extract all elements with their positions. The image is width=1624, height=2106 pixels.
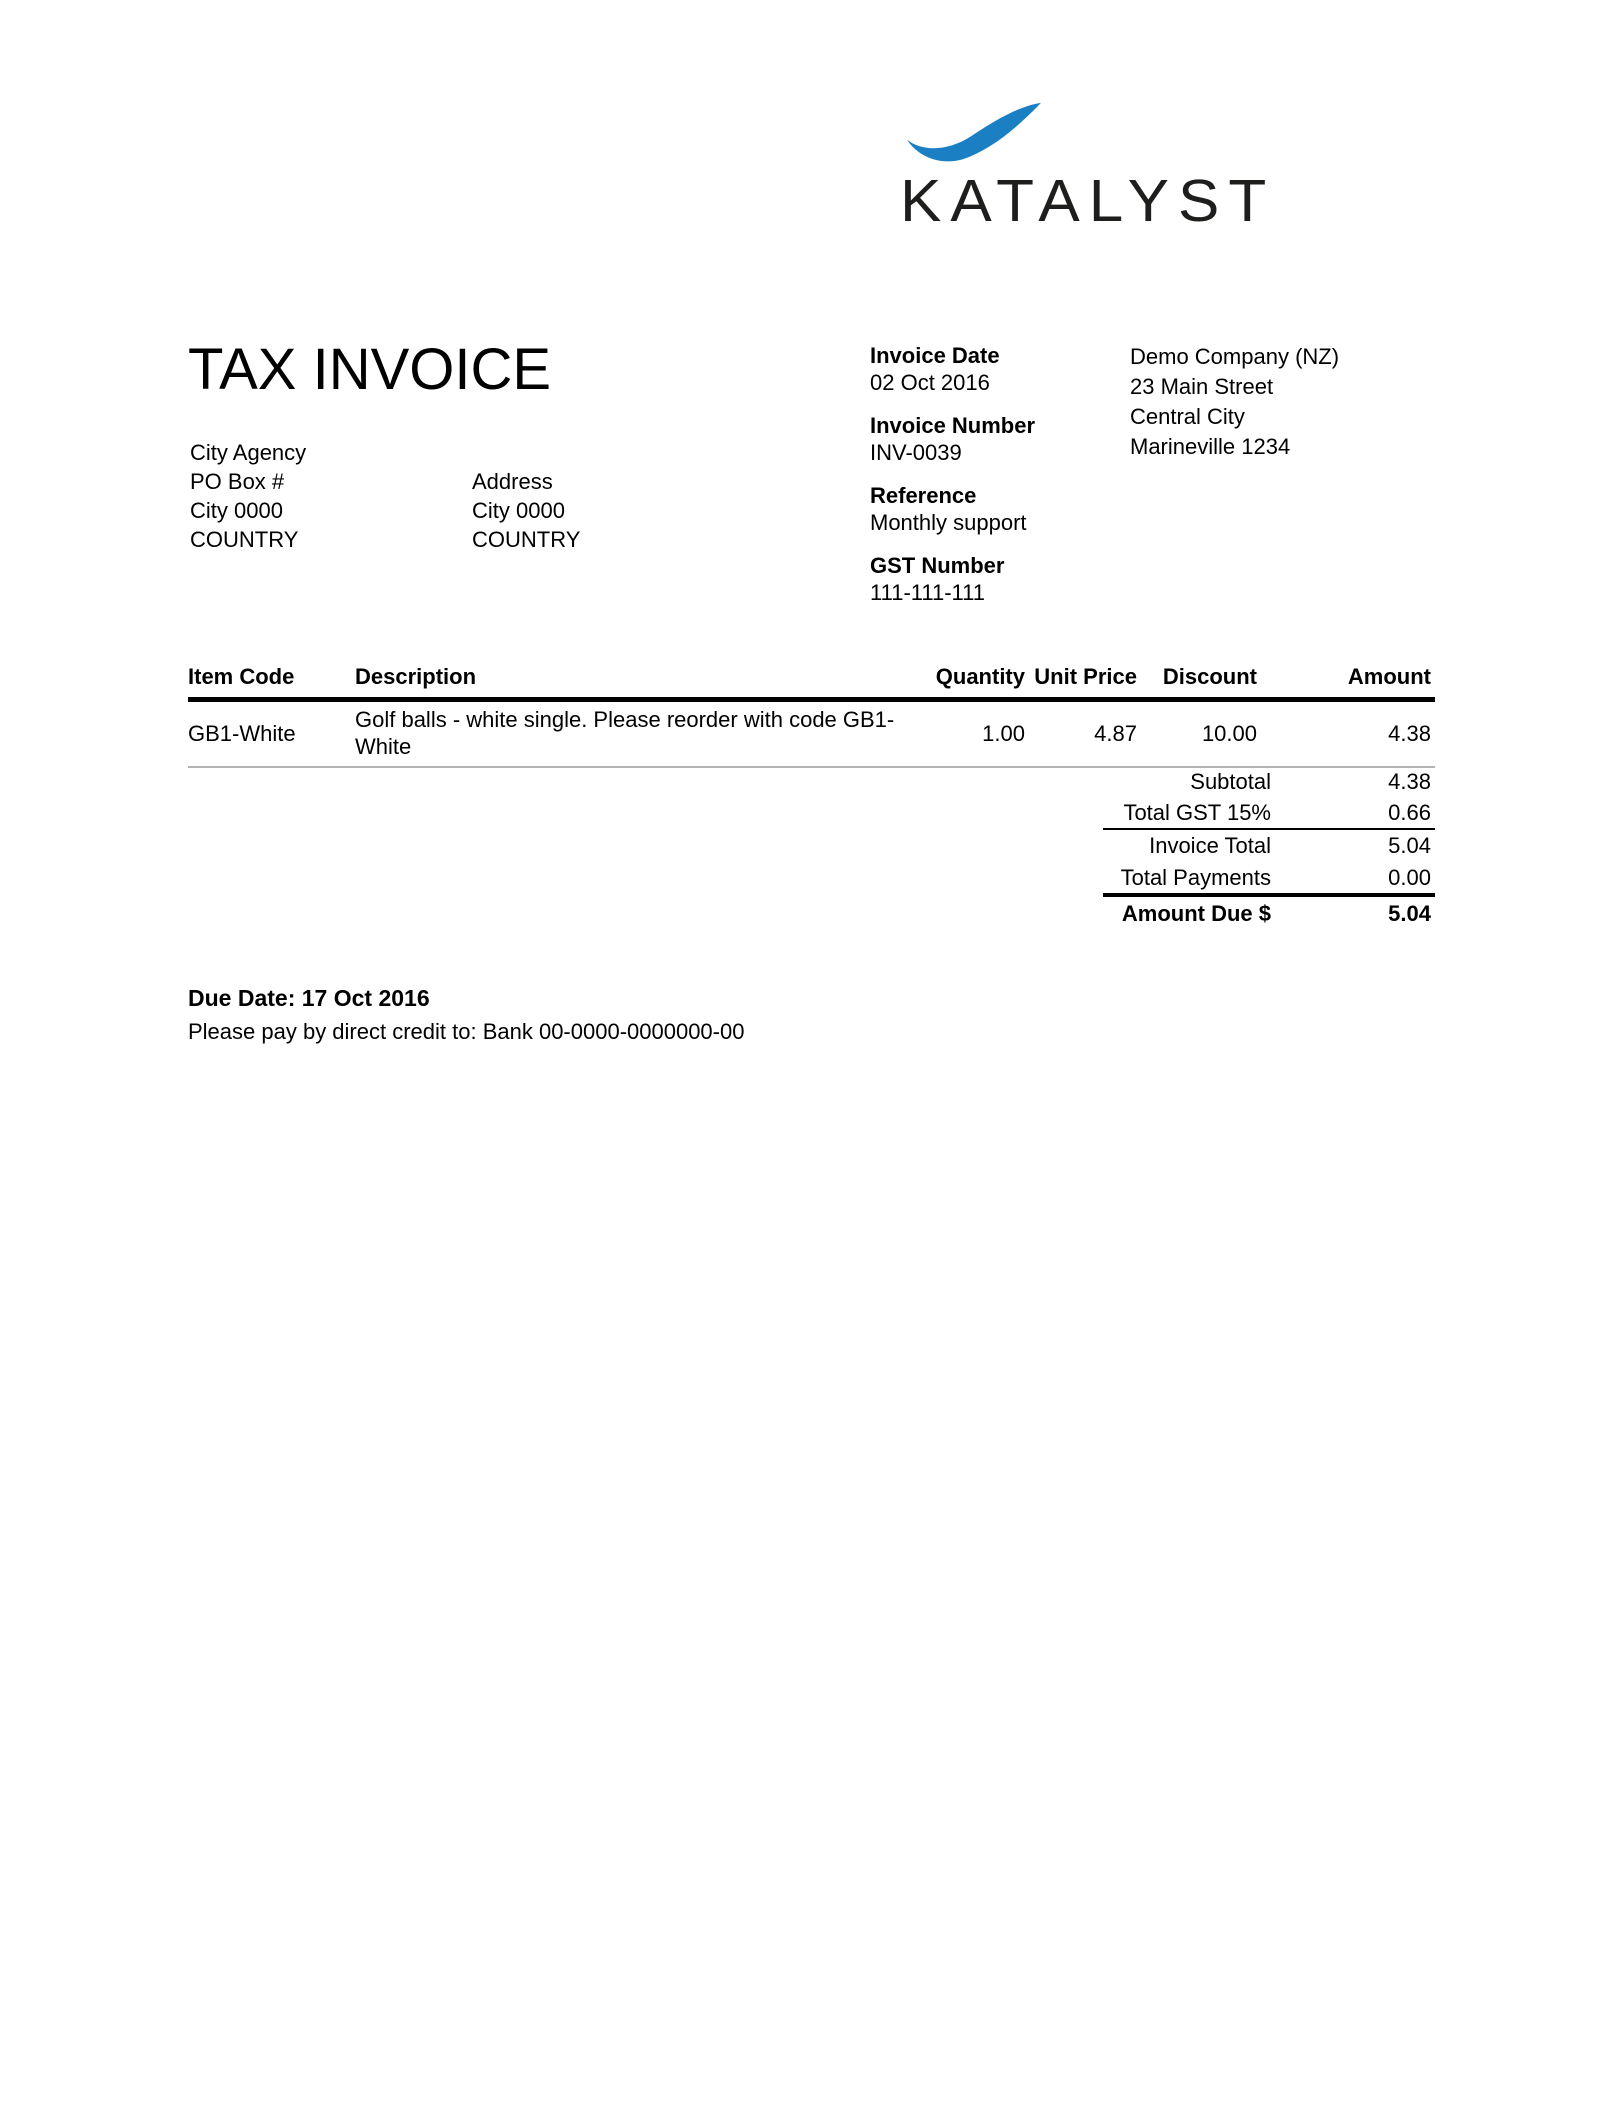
sender2-country: COUNTRY bbox=[472, 527, 581, 552]
reference-label: Reference bbox=[870, 483, 977, 508]
subtotal-value: 4.38 bbox=[1388, 768, 1431, 794]
customer-address-block bbox=[1130, 342, 1450, 462]
invoice-total-value: 5.04 bbox=[1388, 833, 1431, 858]
total-payments-label: Total Payments bbox=[1120, 864, 1271, 890]
invoice-date-value: 02 Oct 2016 bbox=[870, 370, 990, 395]
swoosh-shape bbox=[907, 103, 1041, 162]
sender-name: City Agency bbox=[190, 440, 307, 465]
header-discount: Discount bbox=[1162, 664, 1257, 689]
cell-unit-price: 4.87 bbox=[1094, 720, 1137, 746]
customer-city: Central City bbox=[1130, 404, 1245, 429]
invoice-date-group bbox=[870, 342, 1120, 396]
table-row bbox=[188, 702, 1435, 768]
invoice-date-label: Invoice Date bbox=[870, 343, 1000, 368]
sender-city: City 0000 bbox=[190, 498, 283, 523]
invoice-total-label: Invoice Total bbox=[1149, 833, 1271, 858]
sender2-city: City 0000 bbox=[472, 498, 565, 523]
sender-po-box: PO Box # bbox=[190, 469, 285, 494]
brand-name: KATALYST bbox=[900, 168, 1276, 235]
cell-quantity: 1.00 bbox=[982, 720, 1025, 746]
gst-number-label: GST Number bbox=[870, 553, 1005, 578]
subtotal-label: Subtotal bbox=[1190, 768, 1271, 794]
totals-section bbox=[1103, 766, 1435, 931]
invoice-total-row bbox=[1103, 828, 1435, 862]
table-header-row bbox=[188, 664, 1435, 702]
header-unit-price: Unit Price bbox=[1034, 664, 1137, 689]
header-amount: Amount bbox=[1347, 664, 1431, 689]
header-description: Description bbox=[355, 664, 477, 689]
customer-postal: Marineville 1234 bbox=[1130, 434, 1291, 459]
total-gst-label: Total GST 15% bbox=[1123, 799, 1271, 825]
gst-number-value: 111-111-111 bbox=[870, 580, 985, 605]
payment-instruction-text: Please pay by direct credit to: Bank 00-0000-0000000-00 bbox=[188, 1019, 745, 1044]
customer-name: Demo Company (NZ) bbox=[1130, 344, 1340, 369]
sender-address-block bbox=[190, 438, 460, 554]
gst-number-group bbox=[870, 552, 1120, 606]
reference-group bbox=[870, 482, 1120, 536]
subtotal-row bbox=[1103, 766, 1435, 797]
header-quantity: Quantity bbox=[935, 664, 1025, 689]
cell-amount: 4.38 bbox=[1388, 720, 1431, 746]
amount-due-value: 5.04 bbox=[1388, 901, 1431, 926]
reference-value: Monthly support bbox=[870, 510, 1027, 535]
swoosh-icon bbox=[905, 98, 1043, 166]
payment-footer bbox=[188, 982, 744, 1048]
cell-discount: 10.00 bbox=[1201, 720, 1257, 746]
items-table bbox=[188, 664, 1435, 768]
brand-logo bbox=[900, 98, 1440, 238]
sender-country: COUNTRY bbox=[190, 527, 299, 552]
total-payments-row bbox=[1103, 862, 1435, 893]
sender2-address: Address bbox=[472, 469, 553, 494]
header-item-code: Item Code bbox=[188, 664, 295, 689]
invoice-title: TAX INVOICE bbox=[188, 337, 552, 402]
due-date-text: Due Date: 17 Oct 2016 bbox=[188, 985, 430, 1011]
invoice-meta bbox=[870, 342, 1120, 622]
sender-address-block-2 bbox=[472, 467, 742, 554]
invoice-number-label: Invoice Number bbox=[870, 413, 1036, 438]
total-gst-row bbox=[1103, 797, 1435, 828]
customer-street: 23 Main Street bbox=[1130, 374, 1274, 399]
cell-description: Golf balls - white single. Please reorder with code GB1-White bbox=[355, 707, 895, 759]
invoice-number-value: INV-0039 bbox=[870, 440, 962, 465]
total-gst-value: 0.66 bbox=[1388, 799, 1431, 825]
total-payments-value: 0.00 bbox=[1388, 864, 1431, 890]
amount-due-label: Amount Due $ bbox=[1121, 901, 1271, 926]
cell-item-code: GB1-White bbox=[188, 720, 296, 746]
invoice-number-group bbox=[870, 412, 1120, 466]
amount-due-row bbox=[1103, 893, 1435, 931]
